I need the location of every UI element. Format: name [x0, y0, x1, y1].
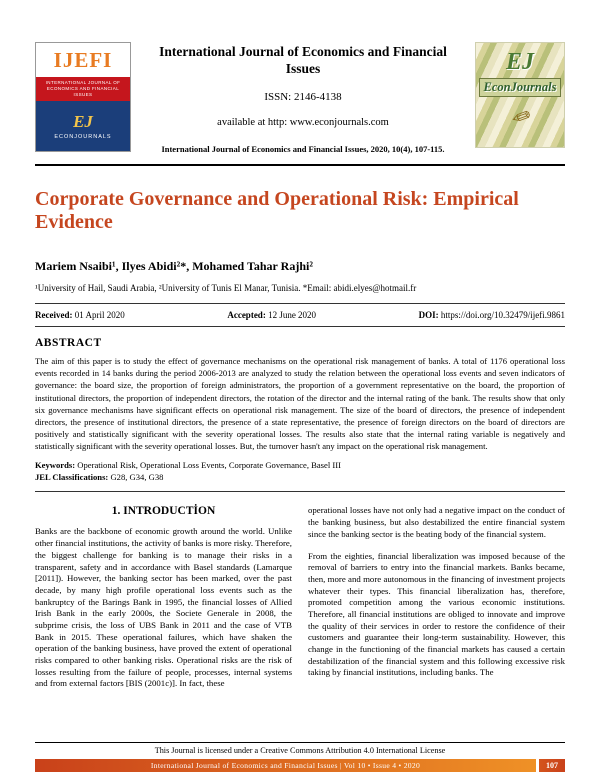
doi — [419, 310, 565, 320]
pencil-icon: ✎ — [505, 102, 536, 130]
jel-value: G28, G34, G38 — [110, 472, 164, 483]
ej-script-monogram: EJ — [505, 49, 534, 75]
page-number: 107 — [539, 759, 565, 772]
ijefi-logo-text: IJEFI — [53, 48, 113, 72]
affiliations-line: ¹University of Hail, Saudi Arabia, ²University of Tunis El Manar, Tunisia. *Email: abidi.elyes@hotmail.fr — [35, 282, 417, 293]
header-divider — [35, 164, 565, 166]
received-date — [35, 310, 125, 320]
journal-header — [35, 42, 565, 154]
section-heading-introduction: 1. INTRODUCTİON — [111, 505, 216, 518]
jel-label: JEL Classifications: — [35, 472, 109, 483]
body-column-left — [35, 505, 292, 690]
license-notice: This Journal is licensed under a Creative Commons Attribution 4.0 International License — [154, 746, 446, 755]
authors-line: Mariem Nsaibi¹, Ilyes Abidi²*, Mohamed Tahar Rajhi² — [35, 258, 313, 273]
ijefi-logo-emblem — [36, 101, 130, 151]
ej-monogram: EJ — [73, 111, 93, 131]
journal-website-link[interactable]: available at http: www.econjournals.com — [217, 116, 389, 128]
journal-masthead — [131, 42, 475, 154]
article-title: Corporate Governance and Operational Risk: Empirical Evidence — [35, 187, 519, 234]
footer-bar — [35, 759, 565, 772]
intro-paragraph-1: Banks are the backbone of economic growth around the world. Unlike other financial institutions, the activity of banks is more risky. Therefore, the biggest challenge for banking is to manage their risks in a transparent, safety and in accordance with Basel standards (Lamarque [2011]). However, the banking sector has been marked, over the past decade, by many high profile operational loss events such as the bankruptcy of the Barings Bank in 1995, the financial losses of Allied Irish Bank in the early 2000s, the Societe Generale in 2008, the subprime crisis, the loss of UBS Bank in 2011 and the case of VTB Bank in 2015. These operational failures, which have shaken the operation of the banking business, have proved the extent of operational risks compared to other banking risks. Operational risks are the risk of losses resulting from the failure of people, processes, internal systems and from external factors [BIS (2001c)]. In fact, these — [35, 526, 292, 689]
journal-title: International Journal of Economics and Financial Issues — [159, 44, 447, 76]
accepted-date — [227, 310, 316, 320]
ijefi-logo — [35, 42, 131, 152]
abstract-text: The aim of this paper is to study the effect of governance mechanisms on the operational risk management of banks. A total of 1176 operational loss events recorded in 14 banks during the period 2006-2013 are analyzed to study the relation between the operational loss events and seven indicators of governance: the board size, the proportion of foreign administrators, the proportion of a government representative on the board, the proportion of institutional directors, the proportion of independent directors, the rotation of the director and the internal rating of the bank. The results show that only six governance mechanisms have significant effects on operational risk management. The size of the board of directors, the presence of independent directors, the presence of institutional directors, the presence of a state representative, the presence of foreign directors on the board of directors are positively and statistically significant with the severity operational losses. The results also state that the internal rating variable is negatively and statistically significant with the severity operational losses. But, the turnover hasn't any impact on the operational risk management. — [35, 355, 565, 452]
accepted-value: 12 June 2020 — [268, 309, 317, 320]
keywords-line — [35, 459, 565, 471]
doi-label: DOI: — [418, 309, 439, 320]
intro-paragraph-1-continued: operational losses have not only had a negative impact on the conduct of the banking business, but also destabilized the entire financial system since the banking sector is the beating body of the financial system. — [308, 505, 565, 539]
abstract-heading: ABSTRACT — [35, 336, 102, 349]
page-footer — [35, 742, 565, 772]
received-label: Received: — [35, 309, 73, 320]
econjournals-wordmark: EconJournals — [479, 78, 561, 97]
article-meta — [35, 304, 565, 326]
received-value: 01 April 2020 — [74, 309, 125, 320]
doi-link[interactable]: https://doi.org/10.32479/ijefi.9861 — [440, 309, 565, 320]
abstract-divider — [35, 491, 565, 492]
econjournals-logo — [475, 42, 565, 148]
journal-citation: International Journal of Economics and Financial Issues, 2020, 10(4), 107-115. — [161, 143, 445, 154]
keywords-value: Operational Risk, Operational Loss Events, Corporate Governance, Basel III — [77, 459, 341, 470]
ej-monogram-caption: ECONJOURNALS — [54, 133, 112, 140]
body-columns — [35, 505, 565, 690]
keywords-label: Keywords: — [35, 459, 76, 470]
intro-paragraph-2: From the eighties, financial liberalization was imposed because of the removal of barriers to entry into the financial markets. Banks became, then, more and more autonomous in the financing of investment projects whatever their types. This financial liberalization has, therefore, promoted competition among the various economic institutions. Therefore, all financial institutions are obliged to innovate and improve the quality of their services in order to restore the confidence of their customers and guarantee their long-term sustainability. However, this change in the functioning of the financial markets has caused a certain destabilization of the financial system and this following excessive risk taking by financial institutions, including banks. The — [308, 550, 565, 678]
jel-line — [35, 471, 565, 483]
accepted-label: Accepted: — [227, 309, 266, 320]
meta-divider-bottom — [35, 326, 565, 327]
body-column-right — [308, 505, 565, 690]
ijefi-logo-banner: INTERNATIONAL JOURNAL OF ECONOMICS AND FINANCIAL ISSUES — [36, 77, 130, 101]
footer-journal-line: International Journal of Economics and Financial Issues | Vol 10 • Issue 4 • 2020 — [35, 759, 536, 772]
journal-issn: ISSN: 2146-4138 — [264, 90, 342, 103]
